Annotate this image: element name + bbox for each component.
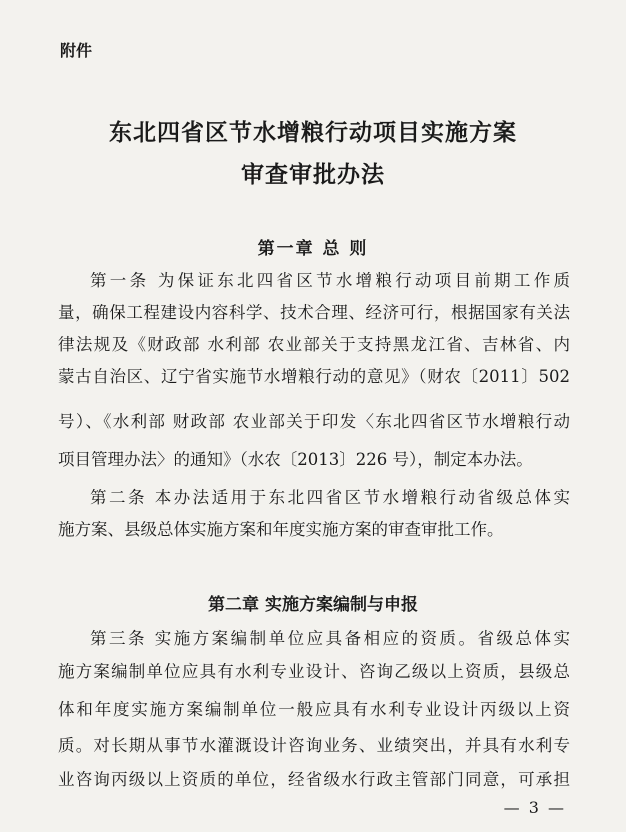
paragraph-line: 体和年度实施方案编制单位一般应具有水利专业设计丙级以上资 — [58, 700, 570, 719]
paragraph-line: 质。对长期从事节水灌溉设计咨询业务、业绩突出，并具有水利专 — [58, 736, 570, 755]
chapter-1-heading: 第一章 总 则 — [257, 239, 369, 259]
paragraph-line: 施方案编制单位应具有水利专业设计、咨询乙级以上资质，县级总 — [58, 662, 570, 681]
paragraph-line: 业咨询丙级以上资质的单位，经省级水行政主管部门同意，可承担 — [58, 770, 570, 789]
page-number: — 3 — — [503, 798, 566, 817]
paragraph-line: 号）、《水利部 财政部 农业部关于印发〈东北四省区节水增粮行动 — [58, 412, 570, 431]
attachment-label: 附件 — [60, 41, 93, 60]
paragraph-line: 第三条 实施方案编制单位应具备相应的资质。省级总体实 — [90, 629, 570, 648]
document-title-line-2: 审查审批办法 — [241, 161, 385, 188]
paragraph-line: 项目管理办法〉的通知》（水农〔2013〕226 号），制定本办法。 — [58, 450, 533, 469]
paragraph-line: 第一条 为保证东北四省区节水增粮行动项目前期工作质 — [90, 271, 570, 290]
paragraph-line: 蒙古自治区、辽宁省实施节水增粮行动的意见》（财农〔2011〕502 — [58, 367, 570, 386]
document-title-line-1: 东北四省区节水增粮行动项目实施方案 — [109, 119, 517, 146]
chapter-2-heading: 第二章 实施方案编制与申报 — [208, 595, 418, 615]
paragraph-line: 量，确保工程建设内容科学、技术合理、经济可行，根据国家有关法 — [58, 303, 570, 322]
paragraph-line: 律法规及《财政部 水利部 农业部关于支持黑龙江省、吉林省、内 — [58, 335, 570, 354]
paragraph-line: 施方案、县级总体实施方案和年度实施方案的审查审批工作。 — [58, 520, 504, 539]
paragraph-line: 第二条 本办法适用于东北四省区节水增粮行动省级总体实 — [90, 488, 570, 507]
